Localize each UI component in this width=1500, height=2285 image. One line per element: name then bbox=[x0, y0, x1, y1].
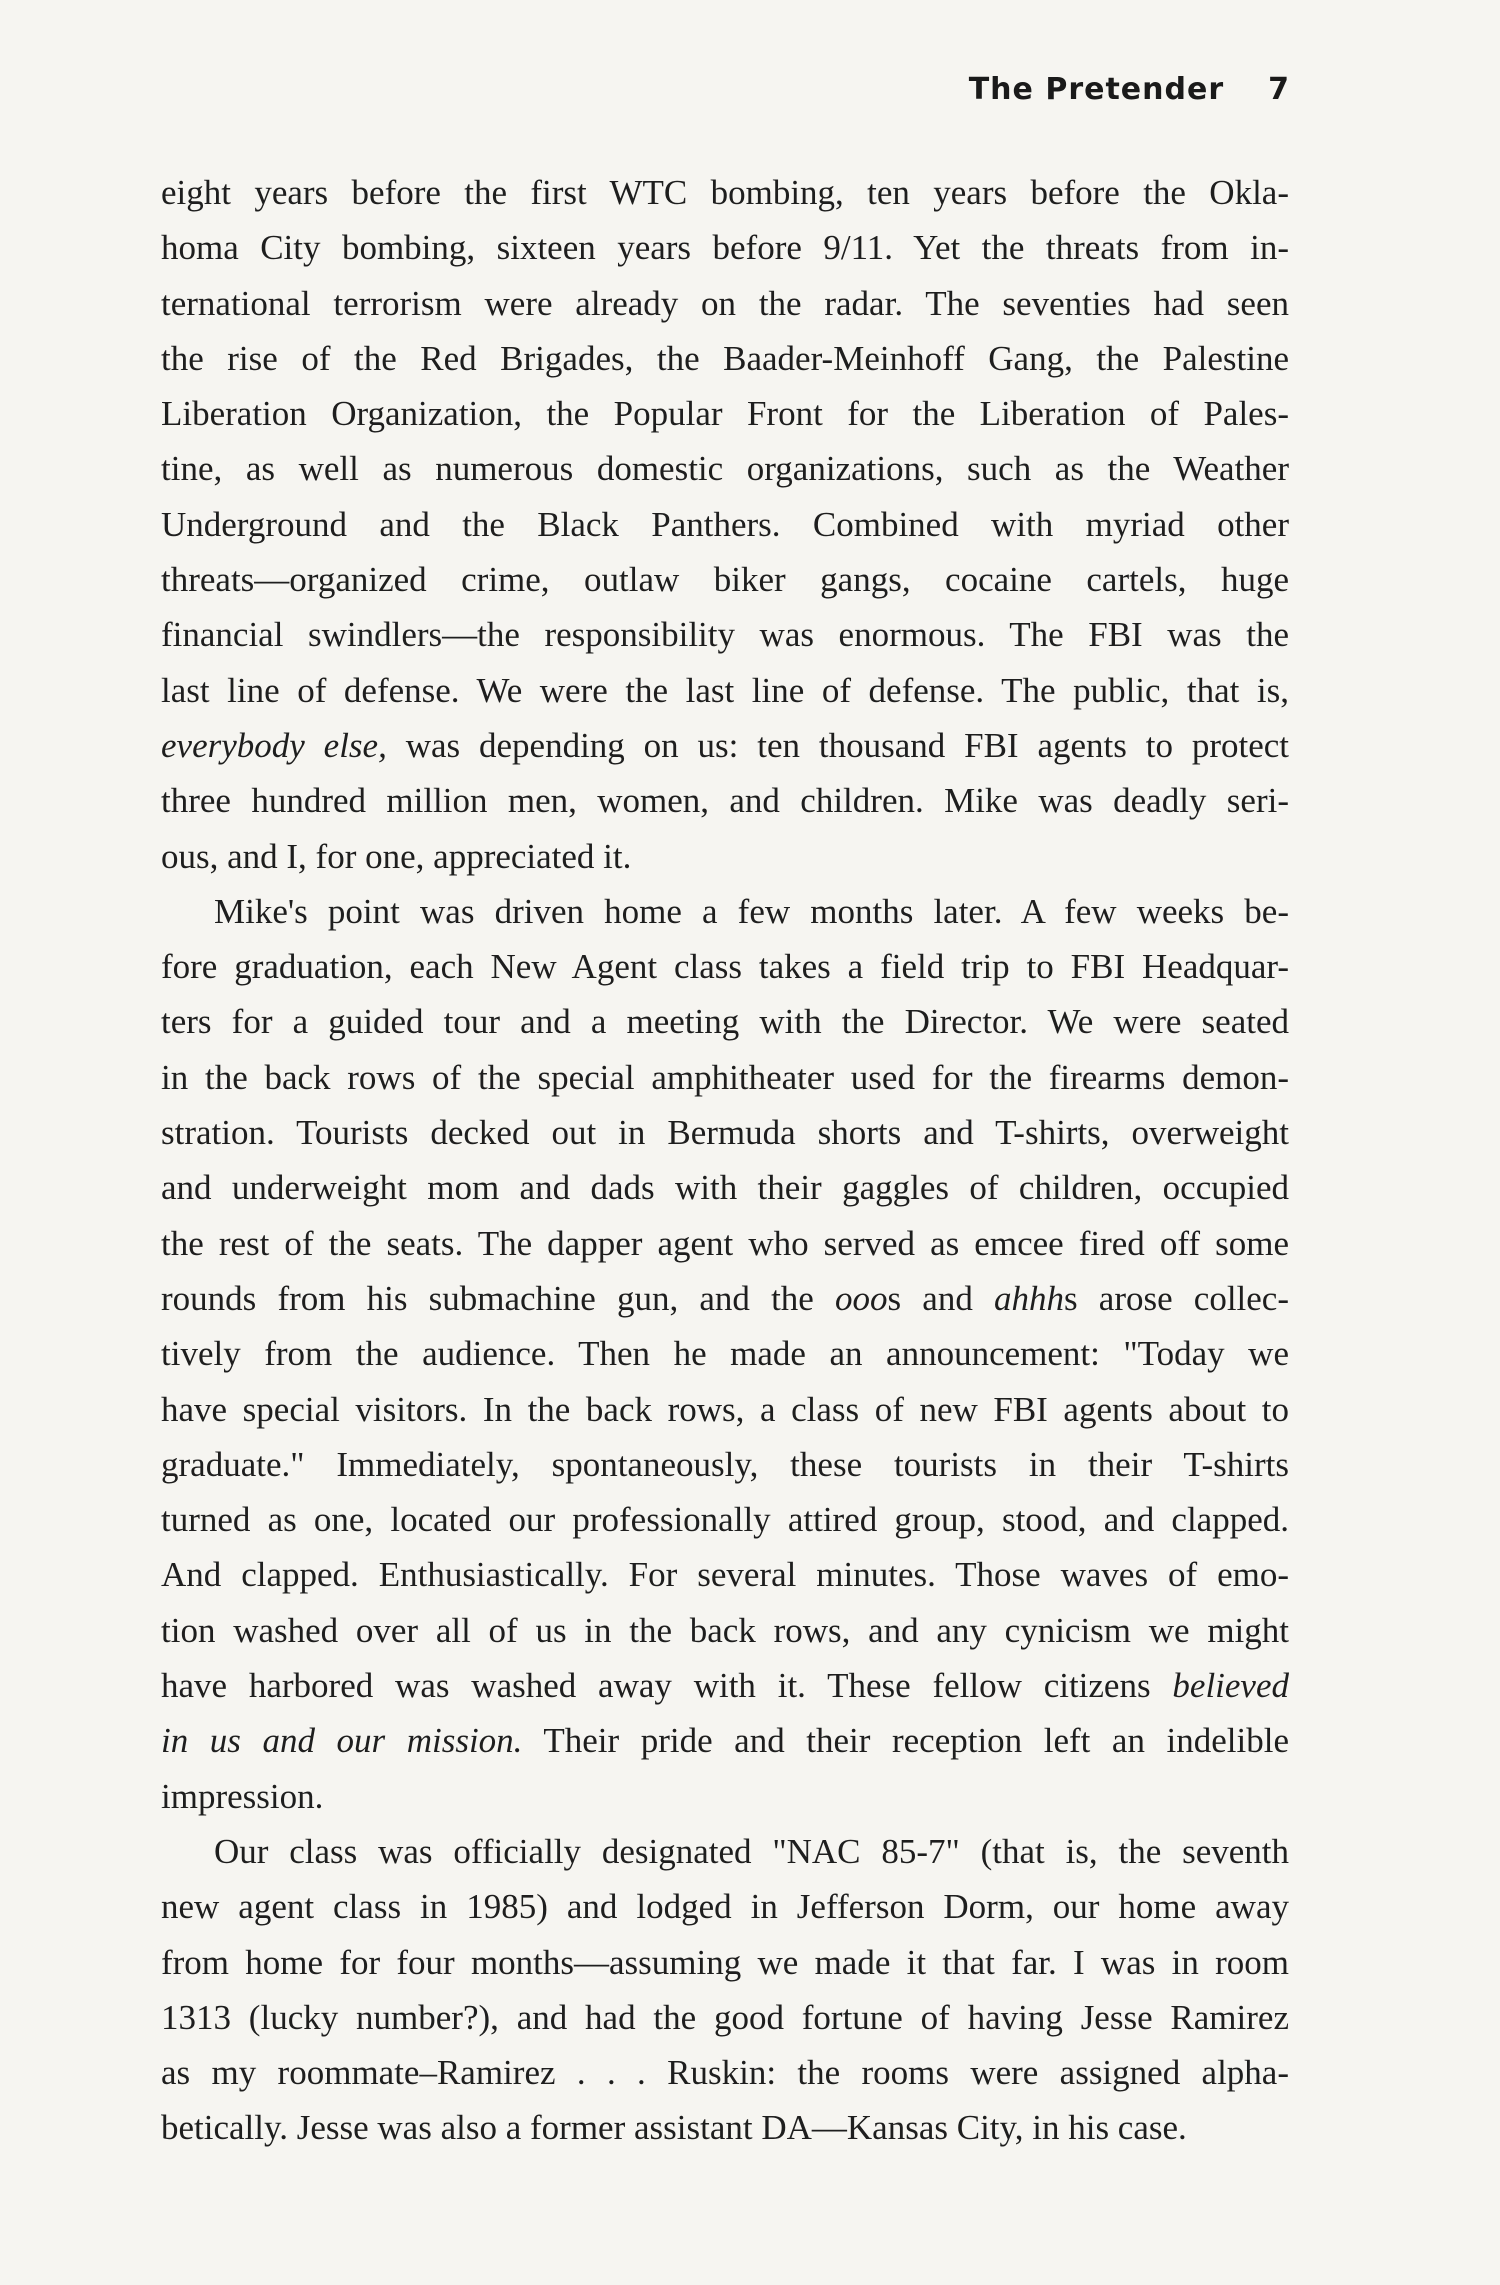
text-line: fore graduation, each New Agent class takes a field trip to FBI Headquar- bbox=[161, 947, 1289, 987]
text-line: turned as one, located our professionally attired group, stood, and clapped. bbox=[161, 1500, 1289, 1540]
text-line: eight years before the first WTC bombing, ten years before the Okla- bbox=[161, 173, 1289, 212]
text-line: homa City bombing, sixteen years before 9/11. Yet the threats from in- bbox=[161, 228, 1289, 268]
text-line: as my roommate–Ramirez . . . Ruskin: the rooms were assigned alpha- bbox=[161, 2053, 1289, 2093]
text-line: graduate." Immediately, spontaneously, these tourists in their T-shirts bbox=[161, 1444, 1289, 1484]
paragraph bbox=[161, 884, 1289, 1824]
text-line: three hundred million men, women, and children. Mike was deadly seri- bbox=[161, 781, 1289, 821]
paragraph bbox=[161, 1824, 1289, 2156]
text-line: betically. Jesse was also a former assistant DA—Kansas City, in his case. bbox=[161, 2108, 1187, 2148]
text-line: new agent class in 1985) and lodged in Jefferson Dorm, our home away bbox=[161, 1887, 1289, 1927]
text-line: Our class was officially designated "NAC 85-7" (that is, the seventh bbox=[214, 1831, 1289, 1871]
text-line: tine, as well as numerous domestic organizations, such as the Weather bbox=[161, 449, 1289, 489]
text-line: in us and our mission. Their pride and their reception left an indelible bbox=[161, 1721, 1289, 1761]
body-text bbox=[161, 165, 1289, 2156]
text-line: ous, and I, for one, appreciated it. bbox=[161, 836, 632, 876]
text-line: tion washed over all of us in the back rows, and any cynicism we might bbox=[161, 1610, 1289, 1650]
text-line: from home for four months—assuming we made it that far. I was in room bbox=[161, 1942, 1289, 1982]
text-line: in the back rows of the special amphitheater used for the firearms demon- bbox=[161, 1057, 1289, 1097]
running-head bbox=[969, 72, 1290, 107]
text-line: have special visitors. In the back rows, a class of new FBI agents about to bbox=[161, 1389, 1289, 1429]
text-line: financial swindlers—the responsibility was enormous. The FBI was the bbox=[161, 615, 1289, 655]
text-line: ternational terrorism were already on the radar. The seventies had seen bbox=[161, 283, 1289, 323]
text-line: the rest of the seats. The dapper agent who served as emcee fired off some bbox=[161, 1223, 1289, 1263]
text-line: 1313 (lucky number?), and had the good fortune of having Jesse Ramirez bbox=[161, 1997, 1289, 2037]
text-line: have harbored was washed away with it. These fellow citizens believed bbox=[161, 1666, 1289, 1706]
text-line: Liberation Organization, the Popular Front for the Liberation of Pales- bbox=[161, 394, 1289, 434]
text-line: Underground and the Black Panthers. Combined with myriad other bbox=[161, 504, 1289, 544]
text-line: threats—organized crime, outlaw biker gangs, cocaine cartels, huge bbox=[161, 560, 1289, 600]
text-line: stration. Tourists decked out in Bermuda shorts and T-shirts, overweight bbox=[161, 1113, 1289, 1153]
text-line: last line of defense. We were the last line of defense. The public, that is, bbox=[161, 670, 1289, 710]
text-line: the rise of the Red Brigades, the Baader-Meinhoff Gang, the Palestine bbox=[161, 338, 1289, 378]
text-line: everybody else, was depending on us: ten thousand FBI agents to protect bbox=[161, 725, 1289, 765]
text-line: rounds from his submachine gun, and the ooos and ahhhs arose collec- bbox=[161, 1278, 1289, 1318]
text-line: tively from the audience. Then he made an announcement: "Today we bbox=[161, 1334, 1289, 1374]
text-line: Mike's point was driven home a few months later. A few weeks be- bbox=[214, 891, 1289, 931]
paragraph bbox=[161, 165, 1289, 884]
page-number: 7 bbox=[1268, 72, 1290, 107]
text-line: and underweight mom and dads with their gaggles of children, occupied bbox=[161, 1168, 1289, 1208]
text-line: And clapped. Enthusiastically. For several minutes. Those waves of emo- bbox=[161, 1555, 1289, 1595]
text-line: ters for a guided tour and a meeting with the Director. We were seated bbox=[161, 1002, 1289, 1042]
running-head-title: The Pretender bbox=[968, 72, 1225, 107]
text-line: impression. bbox=[161, 1776, 324, 1816]
